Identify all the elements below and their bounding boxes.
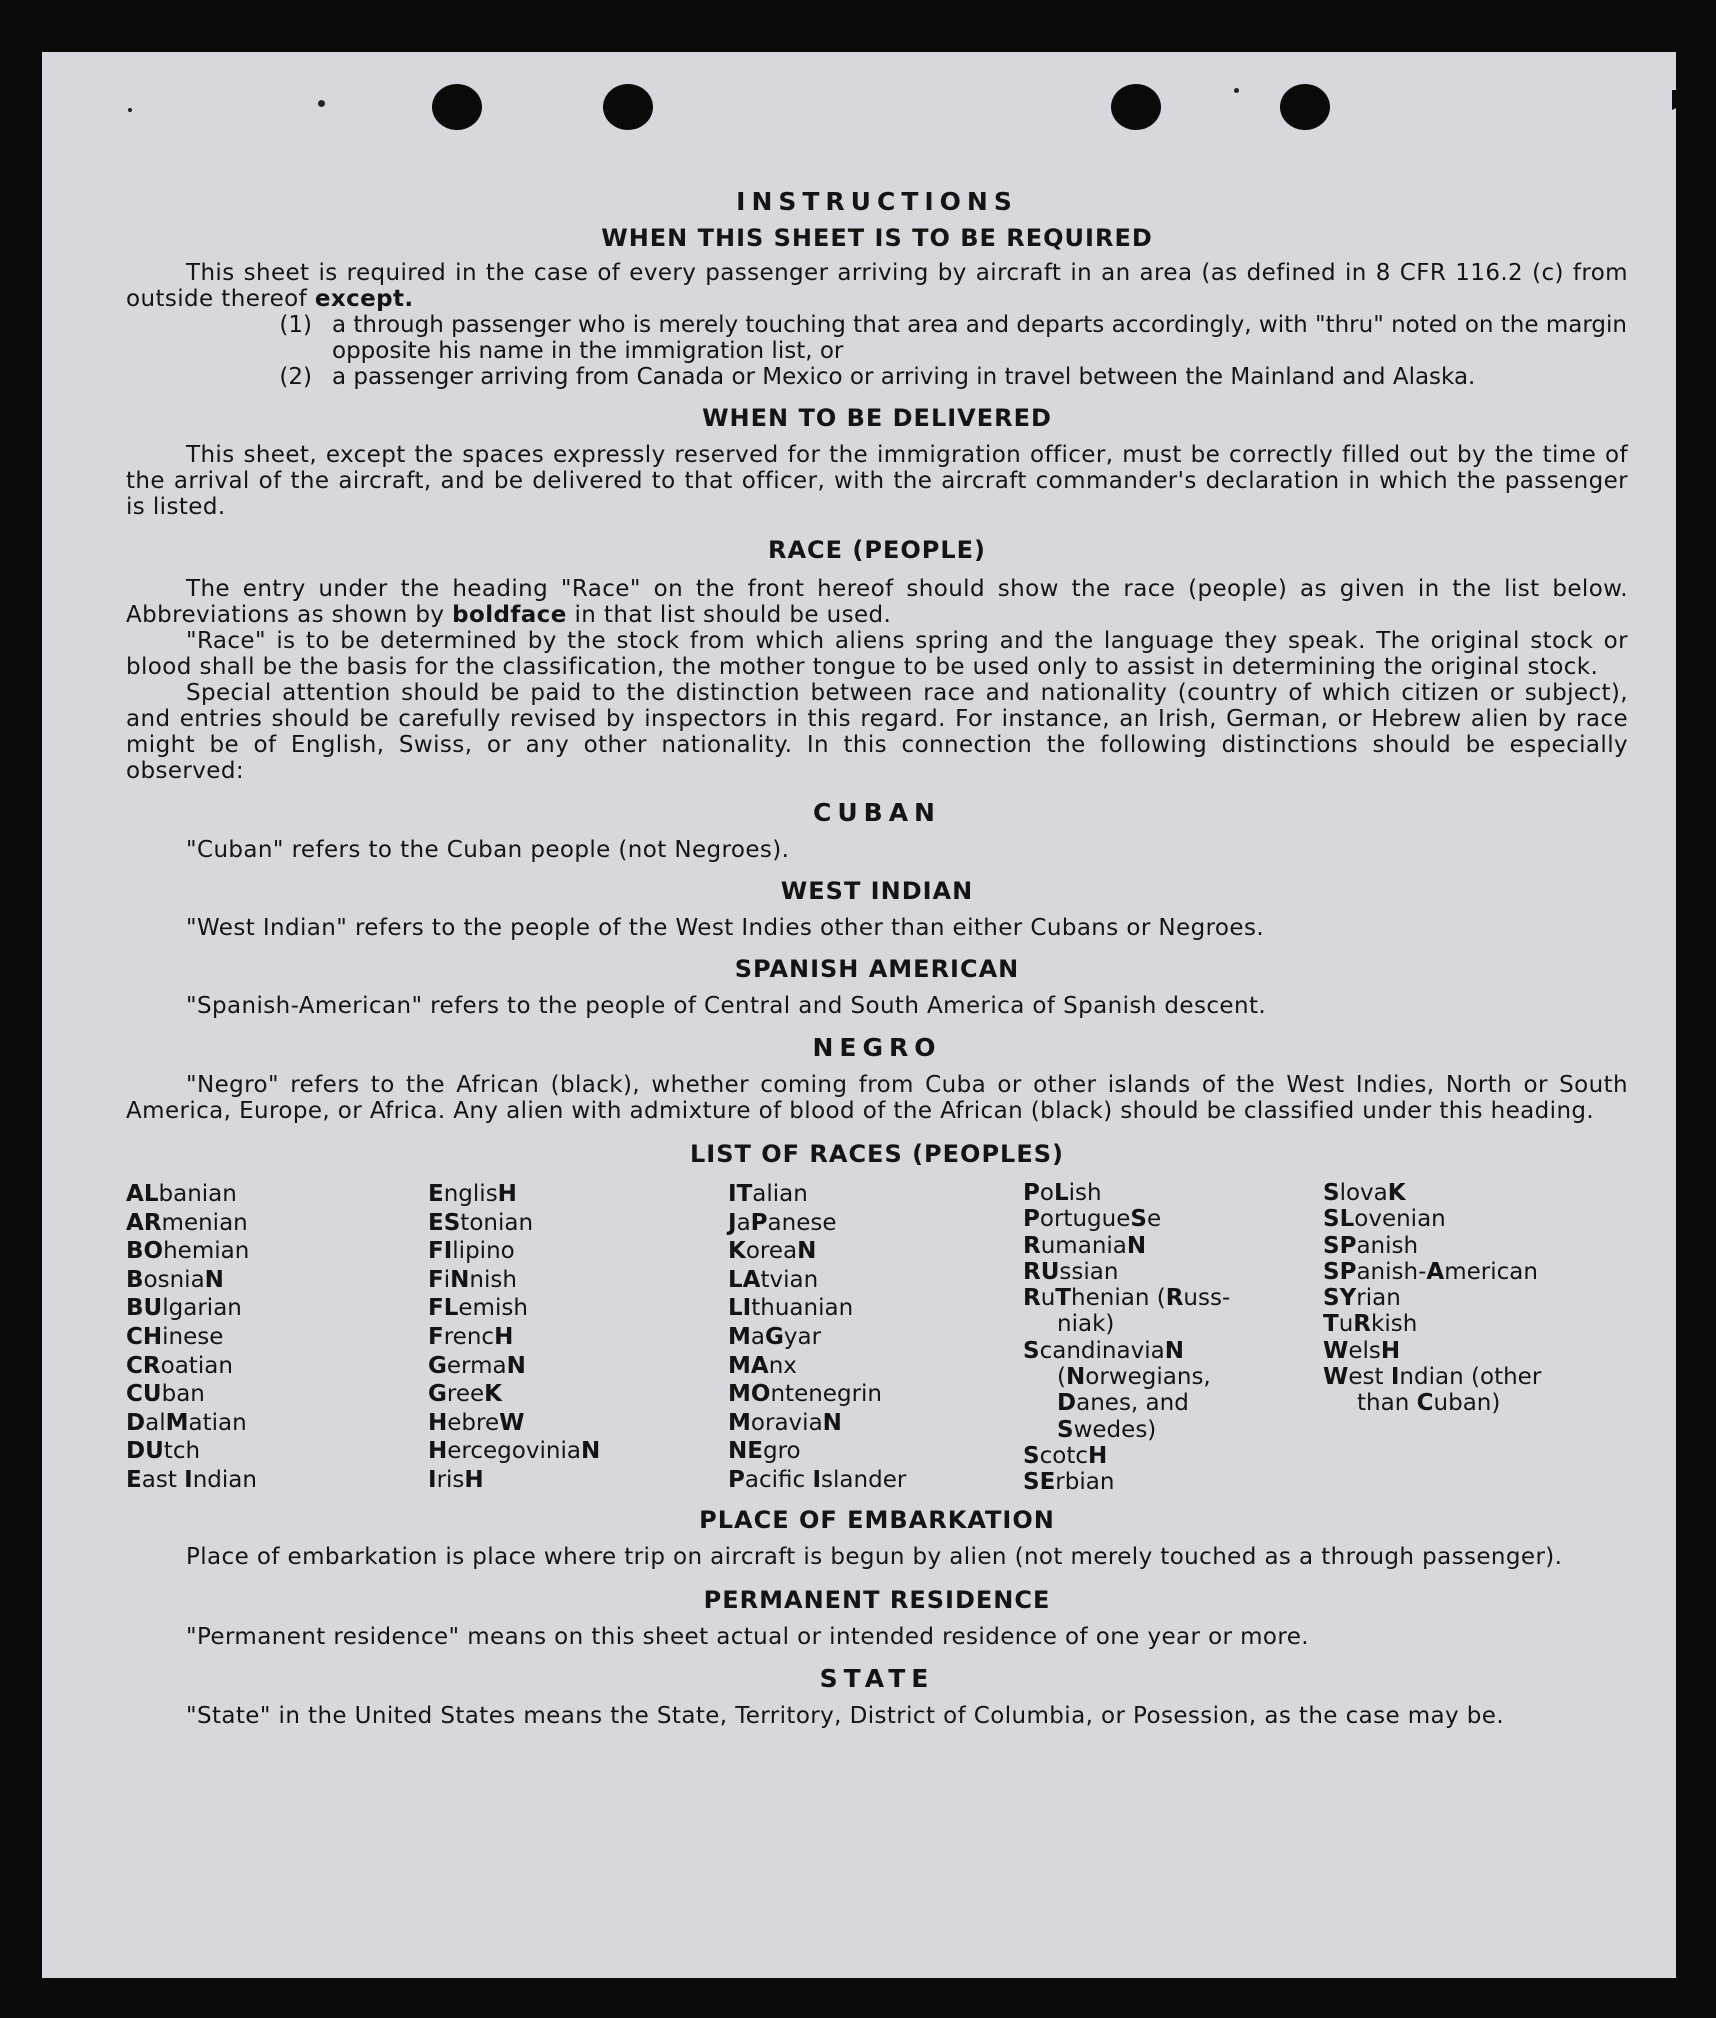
race-item: FLemish [428,1295,528,1322]
races-column [728,1180,1023,1496]
heading-spanish-american: SPANISH AMERICAN [734,955,1020,983]
race-item: DUtch [126,1438,201,1465]
paragraph-cuban: "Cuban" refers to the Cuban people (not Negroes). [186,837,790,863]
race-item: (Norwegians, [1057,1364,1211,1391]
race-item: than Cuban) [1357,1390,1501,1417]
race-item: BosniaN [126,1266,224,1293]
page-title: INSTRUCTIONS [736,187,1018,216]
heading-race: RACE (PEOPLE) [767,536,987,564]
punch-hole [1111,84,1161,130]
heading-state: STATE [819,1663,935,1693]
race-item: RuThenian (Russ- [1023,1285,1231,1312]
punch-hole [603,84,653,130]
race-item: MAnx [728,1352,797,1379]
race-item: West Indian (other [1323,1364,1542,1391]
race-item: CRoatian [126,1352,233,1379]
race-item: CUban [126,1381,205,1408]
race-item: ITalian [728,1181,808,1207]
punch-hole [432,84,482,130]
races-list [126,1180,1628,1496]
speck [1234,88,1239,93]
race-item: JaPanese [728,1209,837,1236]
race-item: DalMatian [126,1409,247,1436]
races-column [1323,1180,1623,1496]
race-item: MaGyar [728,1323,822,1350]
race-item: SPanish [1323,1232,1419,1259]
paragraph-spanish-american: "Spanish-American" refers to the people of Central and South America of Spanish descent. [186,993,1267,1019]
heading-negro: NEGRO [812,1033,942,1062]
race-item: LAtvian [728,1266,819,1293]
race-item: East Indian [126,1466,257,1493]
race-item: SLovenian [1323,1206,1446,1233]
race-item: Pacifc Islander [728,1466,907,1493]
folded-corner [1672,90,1676,110]
race-item: NEgro [728,1438,801,1465]
race-item: niak) [1057,1311,1115,1338]
paragraph-race-1: The entry under the heading "Race" on the front hereof should show the race (people) as given in the list below. Abbreviations as shown by boldface in that list should be used. [126,576,1628,628]
race-item: CHinese [126,1323,224,1350]
instructions-content [126,187,1628,1729]
heading-cuban: CUBAN [813,798,941,827]
race-item: EStonian [428,1209,534,1236]
race-item: KoreaN [728,1238,817,1265]
races-column [126,1180,428,1496]
race-item: SPanish-American [1323,1258,1538,1285]
races-column [428,1180,728,1496]
race-item: MoraviaN [728,1409,842,1436]
document-sheet [42,52,1676,1978]
race-item: ScandinaviaN [1023,1337,1184,1364]
punch-hole [1280,84,1330,130]
heading-list-of-races: LIST OF RACES (PEOPLES) [690,1140,1064,1168]
race-item: GermaN [428,1352,526,1379]
race-item: LIthuanian [728,1295,854,1322]
race-item: FIlipino [428,1238,515,1265]
paragraph-required: This sheet is required in the case of every passenger arriving by aircraft in an area (as defined in 8 CFR 116.2 (c) from outside thereof except. [126,260,1628,312]
paragraph-delivered: This sheet, except the spaces expressly reserved for the immigration officer, must be correctly filled out by the time of the arrival of the aircraft, and be delivered to that officer, with the aircraft commander's declaration in which the passenger is listed. [126,442,1628,520]
races-column [1023,1180,1323,1496]
race-item: SErbian [1023,1469,1115,1496]
paragraph-embarkation: Place of embarkation is place where trip on aircraft is begun by alien (not merely touched as a through passenger). [186,1543,1563,1570]
paragraph-state: "State" in the United States means the State, Territory, District of Columbia, or Posession, as the case may be. [186,1702,1505,1729]
race-item: GreeK [428,1381,502,1408]
race-item: TuRkish [1323,1311,1418,1338]
race-item: RumaniaN [1023,1232,1147,1259]
race-item: WelsH [1323,1337,1401,1364]
race-item: PortugueSe [1023,1206,1162,1233]
paragraph-west-indian: "West Indian" refers to the people of the West Indies other than either Cubans or Negroes. [186,915,1265,941]
speck [318,100,325,107]
race-item: ScotcH [1023,1442,1108,1469]
race-item: BOhemian [126,1238,250,1265]
list-item: (2) a passenger arriving from Canada or Mexico or arriving in travel between the Mainland and Alaska. [279,364,1476,390]
race-item: HercegoviniaN [428,1438,601,1465]
race-item: FiNnish [428,1266,517,1293]
paragraph-residence: "Permanent residence" means on this sheet actual or intended residence of one year or more. [186,1623,1309,1650]
paragraph-race-3: Special attention should be paid to the distinction between race and nationality (country of which citizen or subject), and entries should be carefully revised by inspectors in this regard. For instance, an Irish, German, or Hebrew alien by race might be of English, Swiss, or any other nationality. In this connection the following distinctions should be especially observed: [126,680,1628,784]
race-item: BUlgarian [126,1295,242,1322]
race-item: ALbanian [126,1181,237,1207]
race-item: SYrian [1323,1285,1401,1312]
race-item: RUssian [1023,1258,1119,1285]
race-item: FrencH [428,1323,514,1350]
paragraph-race-2: "Race" is to be determined by the stock from which aliens spring and the language they speak. The original stock or blood shall be the basis for the classification, the mother tongue to be used only to assist in determining the original stock. [126,628,1628,680]
race-item: Swedes) [1057,1416,1157,1443]
list-item: (1) a through passenger who is merely touching that area and departs accordingly, with "thru" noted on the margin opposite his name in the immigration list, or [279,312,1627,364]
heading-delivered: WHEN TO BE DELIVERED [702,404,1052,432]
race-item: SlovaK [1323,1180,1406,1206]
race-item: EnglisH [428,1181,517,1207]
race-item: MOntenegrin [728,1381,882,1408]
heading-embarkation: PLACE OF EMBARKATION [699,1505,1055,1534]
race-item: HebreW [428,1409,525,1436]
race-item: Danes, and [1057,1390,1189,1417]
paragraph-negro: "Negro" refers to the African (black), whether coming from Cuba or other islands of the West Indies, North or South America, Europe, or Africa. Any alien with admixture of blood of the African (black) should be classified under this heading. [126,1072,1628,1124]
race-item: PoLish [1023,1180,1102,1206]
speck [128,108,132,112]
heading-west-indian: WEST INDIAN [780,877,974,905]
race-item: ARmenian [126,1209,248,1236]
heading-residence: PERMANENT RESIDENCE [703,1585,1051,1614]
race-item: IrisH [428,1466,484,1493]
heading-required: WHEN THIS SHEET IS TO BE REQUIRED [601,224,1153,252]
